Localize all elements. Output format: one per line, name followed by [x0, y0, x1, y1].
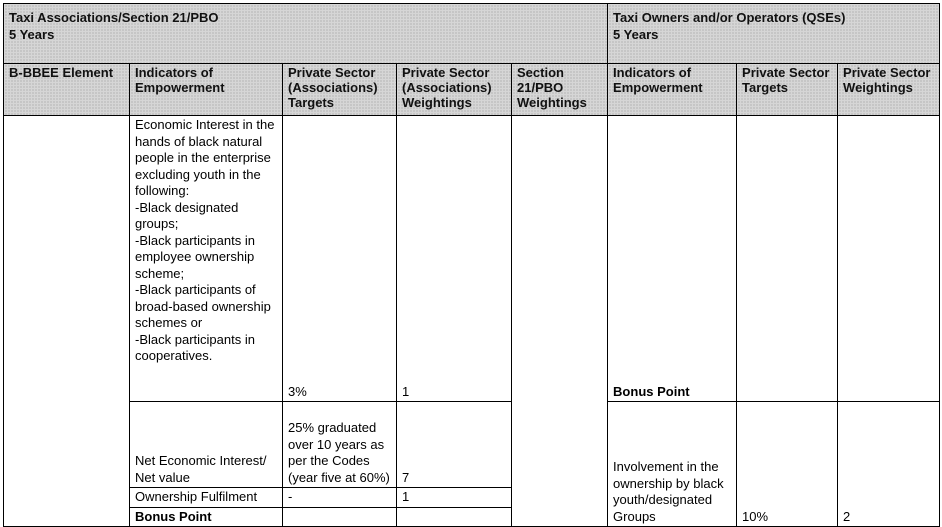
ownership-fulfilment-target: - — [283, 488, 397, 508]
net-value-indicator: Net Economic Interest/ Net value — [130, 402, 283, 488]
bbbee-element-cell — [4, 116, 130, 527]
col-header-ps-targets: Private Sector (Associations) Targets — [283, 64, 397, 116]
col-header-qse-targets: Private Sector Targets — [737, 64, 838, 116]
left-section-title: Taxi Associations/Section 21/PBO — [9, 10, 219, 25]
youth-involvement-weighting: 2 — [838, 402, 940, 527]
bbbee-scorecard-table — [3, 3, 940, 527]
bonus-point-target-cell — [283, 507, 397, 527]
right-section-subtitle: 5 Years — [613, 26, 659, 42]
youth-involvement-indicator: Involvement in the ownership by black youth/designated Groups — [608, 402, 737, 527]
col-header-indicators-left: Indicators of Empowerment — [130, 64, 283, 116]
right-section-header — [608, 4, 940, 64]
economic-interest-target: 3% — [283, 116, 397, 402]
bonus-point-weighting-cell — [397, 507, 512, 527]
economic-interest-weighting: 1 — [397, 116, 512, 402]
youth-involvement-target: 10% — [737, 402, 838, 527]
col-header-s21-weightings: Section 21/PBO Weightings — [512, 64, 608, 116]
right-section-title: Taxi Owners and/or Operators (QSEs) — [613, 10, 846, 25]
ownership-fulfilment-indicator: Ownership Fulfilment — [130, 488, 283, 508]
col-header-indicators-right: Indicators of Empowerment — [608, 64, 737, 116]
document-table-wrapper — [3, 3, 939, 523]
s21-weightings-cell — [512, 116, 608, 527]
net-value-weighting: 7 — [397, 402, 512, 488]
net-value-target: 25% graduated over 10 years as per the Codes (year five at 60%) — [283, 402, 397, 488]
ownership-fulfilment-weighting: 1 — [397, 488, 512, 508]
col-header-qse-weightings: Private Sector Weightings — [838, 64, 940, 116]
right-bonus-point-label: Bonus Point — [608, 116, 737, 402]
right-empty-weighting-cell — [838, 116, 940, 402]
bonus-point-indicator: Bonus Point — [130, 507, 283, 527]
col-header-element: B-BBEE Element — [4, 64, 130, 116]
economic-interest-indicator: Economic Interest in the hands of black natural people in the enterprise excluding youth in the following: -Black designated groups; -Black participants in employee ownership scheme; -Black participants of broad-based ownership schemes or -Black participants in cooperatives. — [130, 116, 283, 402]
col-header-ps-weightings: Private Sector (Associations) Weightings — [397, 64, 512, 116]
right-empty-target-cell — [737, 116, 838, 402]
left-section-subtitle: 5 Years — [9, 26, 55, 42]
left-section-header — [4, 4, 608, 64]
